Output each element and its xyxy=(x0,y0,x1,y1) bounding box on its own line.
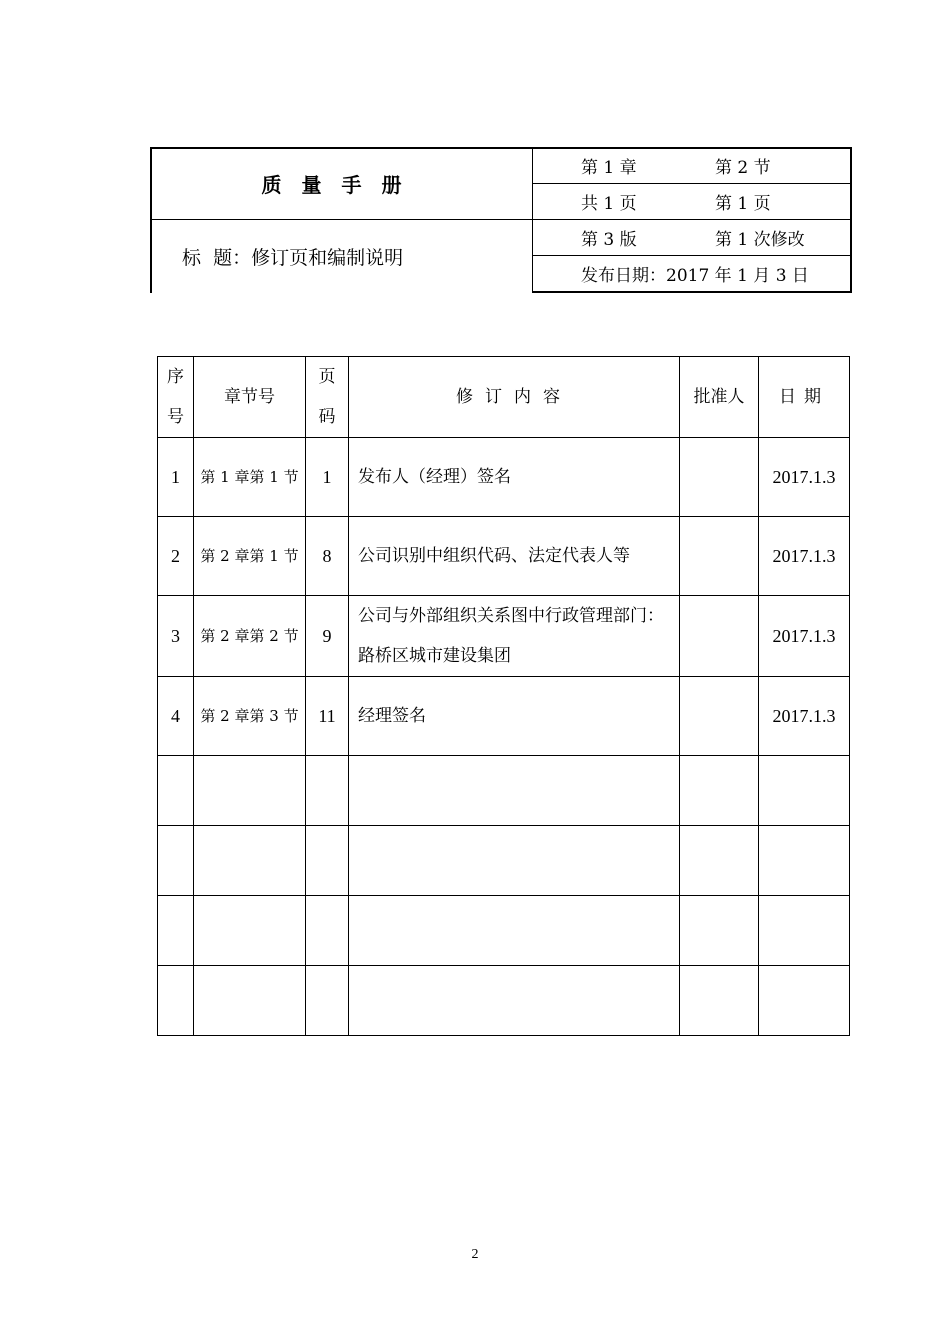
cell-empty xyxy=(759,826,850,896)
table-row-empty xyxy=(158,826,850,896)
document-subject: 标 题：修订页和编制说明 xyxy=(182,247,404,269)
header-section: 章节号 xyxy=(194,357,306,438)
cell-page: 11 xyxy=(306,677,349,756)
cell-empty xyxy=(194,756,306,826)
header-row-date xyxy=(533,255,852,291)
cell-empty xyxy=(349,966,680,1036)
cell-empty xyxy=(680,966,759,1036)
publish-date: 发布日期：2017 年 1 月 3 日 xyxy=(581,265,809,286)
cell-content: 公司识别中组织代码、法定代表人等 xyxy=(349,517,680,596)
manual-title: 质量手册 xyxy=(261,173,422,197)
cell-empty xyxy=(306,756,349,826)
header-row-pages xyxy=(533,183,852,219)
table-row-empty xyxy=(158,756,850,826)
header-content: 修订内容 xyxy=(349,357,680,438)
total-pages: 共 1 页 xyxy=(581,193,637,214)
cell-seq: 4 xyxy=(158,677,194,756)
cell-empty xyxy=(349,896,680,966)
cell-page: 9 xyxy=(306,596,349,677)
cell-empty xyxy=(759,756,850,826)
cell-date: 2017.1.3 xyxy=(759,517,850,596)
cell-date: 2017.1.3 xyxy=(759,677,850,756)
edition-number: 第 3 版 xyxy=(581,229,637,250)
section-number: 第 2 节 xyxy=(715,157,771,178)
header-seq: 序号 xyxy=(158,357,194,438)
cell-page: 1 xyxy=(306,438,349,517)
cell-empty xyxy=(158,756,194,826)
cell-content: 公司与外部组织关系图中行政管理部门：路桥区城市建设集团 xyxy=(349,596,680,677)
cell-section: 第 2 章第 1 节 xyxy=(194,517,306,596)
cell-empty xyxy=(680,756,759,826)
cell-approver xyxy=(680,677,759,756)
cell-date: 2017.1.3 xyxy=(759,596,850,677)
cell-section: 第 1 章第 1 节 xyxy=(194,438,306,517)
cell-page: 8 xyxy=(306,517,349,596)
table-row xyxy=(158,438,850,517)
cell-seq: 3 xyxy=(158,596,194,677)
document-header xyxy=(150,147,852,293)
cell-empty xyxy=(306,896,349,966)
revision-table xyxy=(157,356,850,1036)
cell-seq: 2 xyxy=(158,517,194,596)
cell-empty xyxy=(349,756,680,826)
table-header-row xyxy=(158,357,850,438)
header-page: 页码 xyxy=(306,357,349,438)
cell-empty xyxy=(349,826,680,896)
table-row xyxy=(158,596,850,677)
table-row xyxy=(158,517,850,596)
cell-content: 发布人（经理）签名 xyxy=(349,438,680,517)
cell-empty xyxy=(306,826,349,896)
cell-section: 第 2 章第 2 节 xyxy=(194,596,306,677)
cell-empty xyxy=(194,896,306,966)
cell-empty xyxy=(759,896,850,966)
current-page: 第 1 页 xyxy=(715,193,771,214)
chapter-number: 第 1 章 xyxy=(581,157,637,178)
revision-number: 第 1 次修改 xyxy=(715,229,805,250)
page-number: 2 xyxy=(471,1247,479,1262)
cell-empty xyxy=(158,896,194,966)
header-bottom-border xyxy=(532,291,852,293)
table-row-empty xyxy=(158,966,850,1036)
cell-approver xyxy=(680,438,759,517)
cell-empty xyxy=(158,826,194,896)
header-date: 日期 xyxy=(759,357,850,438)
cell-empty xyxy=(759,966,850,1036)
cell-approver xyxy=(680,517,759,596)
cell-date: 2017.1.3 xyxy=(759,438,850,517)
header-row-edition xyxy=(533,219,852,255)
header-approver: 批准人 xyxy=(680,357,759,438)
cell-approver xyxy=(680,596,759,677)
cell-empty xyxy=(306,966,349,1036)
cell-empty xyxy=(194,966,306,1036)
cell-empty xyxy=(194,826,306,896)
cell-empty xyxy=(680,896,759,966)
table-row-empty xyxy=(158,896,850,966)
cell-content: 经理签名 xyxy=(349,677,680,756)
header-row-chapter xyxy=(533,147,852,183)
table-row xyxy=(158,677,850,756)
cell-section: 第 2 章第 3 节 xyxy=(194,677,306,756)
cell-empty xyxy=(680,826,759,896)
cell-empty xyxy=(158,966,194,1036)
cell-seq: 1 xyxy=(158,438,194,517)
